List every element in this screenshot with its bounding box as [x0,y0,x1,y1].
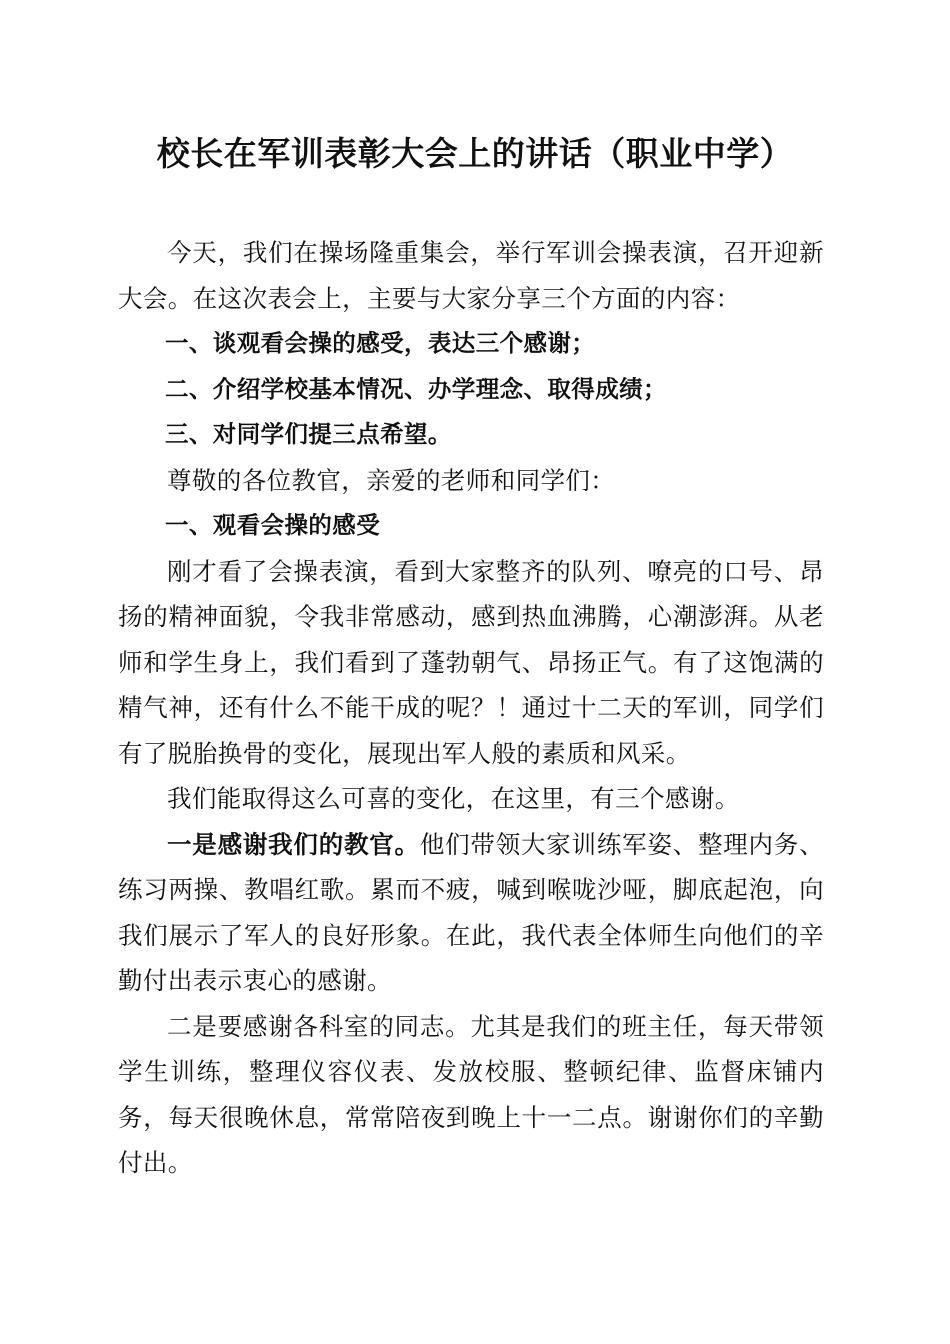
section1-paragraph-2: 我们能取得这么可喜的变化，在这里，有三个感谢。 [167,784,740,813]
thanks-paragraph-2 [118,1004,824,1186]
document-body [118,230,824,1186]
document-title: 校长在军训表彰大会上的讲话（职业中学） [156,134,794,173]
thanks-body-2: 尤其是我们的班主任，每天带领学生训练，整理仪容仪表、发放校服、整顿纪律、监督床铺内务，每天很晚休息，常常陪夜到晚上十一二点。谢谢你们的辛勤付出。 [118,1011,824,1177]
intro-paragraph: 今天，我们在操场隆重集会，举行军训会操表演，召开迎新大会。在这次表会上，主要与大家分享三个方面的内容： [118,238,824,313]
thanks-body-1: 他们带领大家训练军姿、整理内务、练习两操、教唱红歌。累而不疲，喊到喉咙沙哑，脚底起泡，向我们展示了军人的良好形象。在此，我代表全体师生向他们的辛勤付出表示衷心的感谢。 [118,829,824,995]
outline-item-2: 二、介绍学校基本情况、办学理念、取得成绩； [165,374,667,403]
outline-item-1: 一、谈观看会操的感受，表达三个感谢； [165,329,596,357]
thanks-lead-1: 一是感谢我们的教官。 [167,829,420,859]
outline-item-3: 三、对同学们提三点希望。 [165,420,452,448]
thanks-paragraph-1 [118,822,824,1004]
greeting-paragraph: 尊敬的各位教官，亲爱的老师和同学们： [167,465,616,495]
section-heading-1: 一、观看会操的感受 [165,511,381,539]
section1-paragraph-1: 刚才看了会操表演，看到大家整齐的队列、嘹亮的口号、昂扬的精神面貌，令我非常感动，感到热血沸腾，心潮澎湃。从老师和学生身上，我们看到了蓬勃朝气、昂扬正气。有了这饱满的精气神，还有什么不能干成的呢？！通过十二天的军训，同学们有了脱胎换骨的变化，展现出军人般的素质和风采。 [118,556,824,768]
thanks-lead-2: 二是要感谢各科室的同志。 [167,1011,471,1041]
